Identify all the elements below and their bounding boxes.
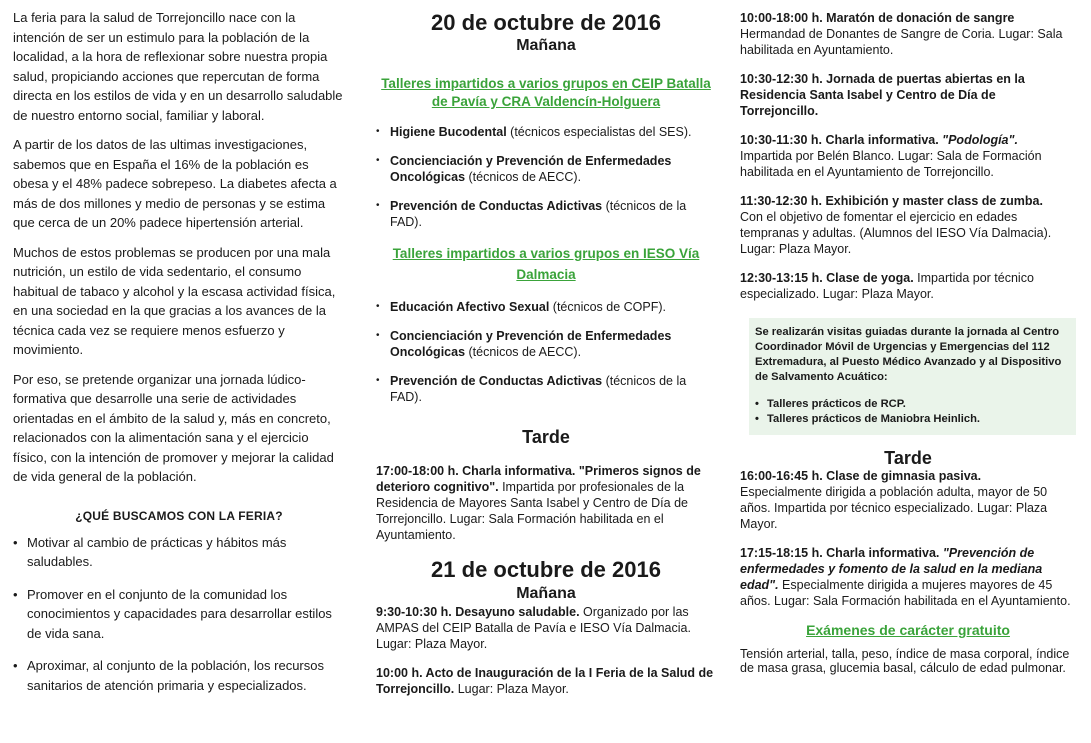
intro-paragraph-3: Muchos de estos problemas se producen por una mala nutrición, un estilo de vida sedentario, el consumo habitual de tabaco y alcohol y la escasa actividad física, en una sociedad en la que gracias a los avances de la técnica cada vez se requiere menos esfuerzo y movimiento.	[13, 244, 336, 357]
event-open-doors: 10:30-12:30 h. Jornada de puertas abiertas en la Residencia Santa Isabel y Centro de Día de Torrejoncillo.	[740, 72, 1025, 118]
day2-afternoon-heading: Tarde	[884, 448, 932, 468]
event-breakfast: 9:30-10:30 h. Desayuno saludable. Organizado por las AMPAS del CEIP Batalla de Pavía e IESO Vía Dalmacia. Lugar: Plaza Mayor.	[376, 605, 691, 651]
objectives-list	[13, 533, 345, 696]
day2-title: 21 de octubre de 2016	[431, 557, 661, 582]
intro-paragraph-4: Por eso, se pretende organizar una jornada lúdico-formativa que desarrolle una serie de actividades orientadas en el ámbito de la salud y, más en concreto, relacionados con la alimentación sana y el ejercicio físico, con la intención de promover y mejorar la calidad de vida general de la población.	[13, 371, 334, 484]
objective-item: • Motivar al cambio de prácticas y hábitos más saludables.	[13, 533, 345, 572]
guided-visit-item: • Talleres prácticos de RCP.	[755, 397, 1068, 412]
guided-visit-item: • Talleres prácticos de Maniobra Heinlich.	[755, 412, 1068, 427]
objective-item: • Aproximar, al conjunto de la población, los recursos sanitarios de atención primaria y especializados.	[13, 656, 345, 695]
day1-morning-heading: Mañana	[516, 37, 576, 54]
event-yoga: 12:30-13:15 h. Clase de yoga. Impartida por técnico especializado. Lugar: Plaza Mayor.	[740, 271, 1034, 301]
event-cognitive-talk: 17:00-18:00 h. Charla informativa. "Primeros signos de deterioro cognitivo". Impartida por profesionales de la Residencia de Mayores Santa Isabel y Centro de Día de Torrejoncillo. Lugar: Sala Formación habilitada en el Ayuntamiento.	[376, 464, 701, 542]
workshop-item: • Concienciación y Prevención de Enfermedades Oncológicas (técnicos de AECC).	[376, 328, 716, 360]
guided-visits-box	[749, 318, 1076, 435]
day2-morning-heading: Mañana	[516, 585, 576, 602]
workshop-item: • Educación Afectivo Sexual (técnicos de COPF).	[376, 299, 716, 315]
free-exams-text: Tensión arterial, talla, peso, índice de masa corporal, índice de masa grasa, glucemia basal, cálculo de edad pulmonar.	[740, 647, 1070, 675]
workshop-group-2-heading: Talleres impartidos a varios grupos en IESO Vía Dalmacia	[392, 246, 700, 282]
day1-title: 20 de octubre de 2016	[431, 10, 661, 35]
event-podology-talk: 10:30-11:30 h. Charla informativa. "Podología". Impartida por Belén Blanco. Lugar: Sala de Formación habilitada en el Ayuntamiento de Torrejoncillo.	[740, 133, 1042, 179]
guided-visits-text: Se realizarán visitas guiadas durante la jornada al Centro Coordinador Móvil de Urgencias y Emergencias del 112 Extremadura, al Puesto Médico Avanzado y al Dispositivo de Salvamento Acuático:	[755, 326, 1062, 383]
event-zumba: 11:30-12:30 h. Exhibición y master class de zumba. Con el objetivo de fomentar el ejercicio en edades tempranas y adultas. (Alumnos del IESO Vía Dalmacia). Lugar: Plaza Mayor.	[740, 194, 1052, 256]
day1-afternoon-heading: Tarde	[522, 427, 570, 447]
schedule-column-day2	[740, 0, 1076, 675]
intro-paragraph-2: A partir de los datos de las ultimas investigaciones, sabemos que en España el 16% de la población es obesa y el 48% padece sobrepeso. La diabetes afecta a más de dos millones y medio de personas y se estima que cerca de un 20% padece hipertensión arterial.	[13, 137, 337, 230]
workshop-group-1-list	[376, 124, 716, 230]
event-inauguration: 10:00 h. Acto de Inauguración de la I Feria de la Salud de Torrejoncillo. Lugar: Plaza Mayor.	[376, 666, 714, 696]
objective-item: • Promover en el conjunto de la comunidad los conocimientos y capacidades para desarrollar estilos de vida sana.	[13, 585, 345, 644]
event-passive-gym: 16:00-16:45 h. Clase de gimnasia pasiva. Especialmente dirigida a población adulta, mayor de 50 años. Impartida por técnico especializado. Lugar: Plaza Mayor.	[740, 469, 1048, 531]
workshop-item: • Concienciación y Prevención de Enfermedades Oncológicas (técnicos de AECC).	[376, 153, 716, 185]
workshop-item: • Prevención de Conductas Adictivas (técnicos de la FAD).	[376, 198, 716, 230]
workshop-item: • Prevención de Conductas Adictivas (técnicos de la FAD).	[376, 373, 716, 405]
guided-visits-list	[755, 397, 1068, 427]
intro-paragraph-1: La feria para la salud de Torrejoncillo nace con la intención de ser un estimulo para la población de la localidad, a la hora de reflexionar sobre nuestra propia salud, propiciando acciones que repercutan de forma directa en los estilos de vida y en un desarrollo saludable de nuestro entorno social, familiar y laboral.	[13, 10, 343, 123]
intro-column	[13, 0, 345, 708]
event-blood-donation: 10:00-18:00 h. Maratón de donación de sangre Hermandad de Donantes de Sangre de Coria. Lugar: Sala habilitada en Ayuntamiento.	[740, 11, 1063, 57]
workshop-item: • Higiene Bucodental (técnicos especialistas del SES).	[376, 124, 716, 140]
free-exams-heading: Exámenes de carácter gratuito	[806, 622, 1010, 638]
workshop-group-2-list	[376, 299, 716, 405]
event-midlife-talk: 17:15-18:15 h. Charla informativa. "Prevención de enfermedades y fomento de la salud en la mediana edad". Especialmente dirigida a mujeres mayores de 45 años. Lugar: Sala Formación habilitada en el Ayuntamiento.	[740, 546, 1071, 608]
schedule-column-day1	[376, 0, 716, 697]
objectives-heading: ¿QUÉ BUSCAMOS CON LA FERIA?	[75, 508, 283, 523]
workshop-group-1-heading: Talleres impartidos a varios grupos en CEIP Batalla de Pavía y CRA Valdencín-Holguera	[381, 76, 711, 109]
